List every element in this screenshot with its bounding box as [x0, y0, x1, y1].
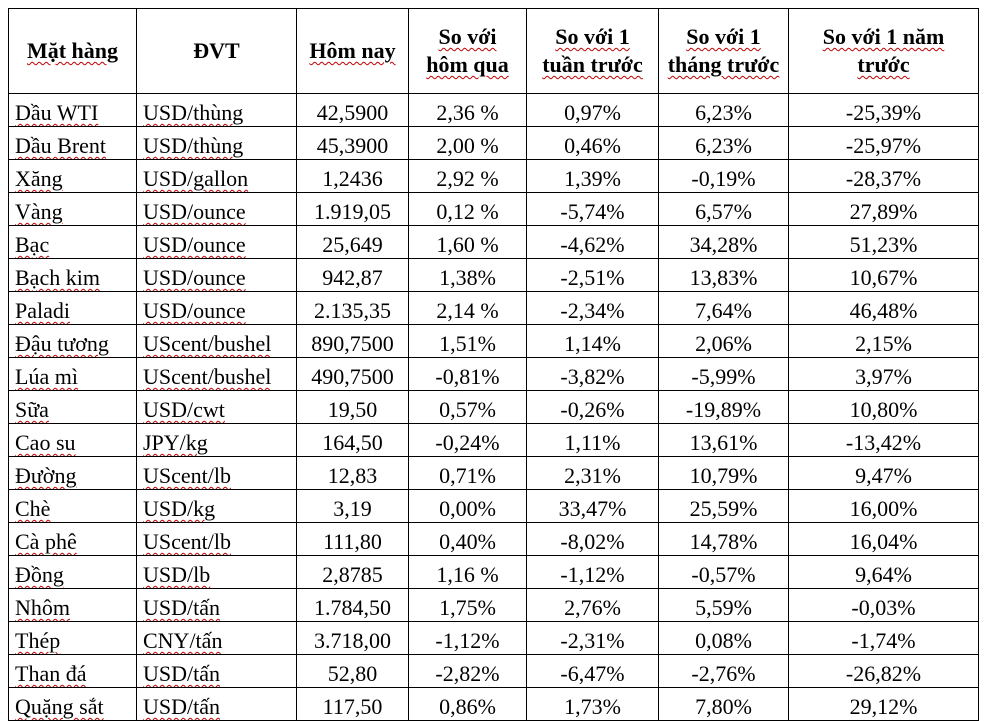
vs-year-cell: 51,23% [789, 226, 979, 259]
header-vs-month: So với 1 tháng trước [659, 9, 789, 94]
table-row [9, 655, 979, 688]
vs-year-cell: 2,15% [789, 325, 979, 358]
commodity-cell: Đậu tương [9, 325, 137, 358]
vs-yesterday-cell: 0,00% [409, 490, 527, 523]
vs-year-cell: -25,39% [789, 94, 979, 127]
unit-cell: USD/tấn [137, 655, 297, 688]
commodity-cell: Sữa [9, 391, 137, 424]
vs-week-cell: -2,31% [527, 622, 659, 655]
today-cell: 2.135,35 [297, 292, 409, 325]
vs-yesterday-cell: -0,24% [409, 424, 527, 457]
unit-cell: UScent/lb [137, 523, 297, 556]
vs-year-cell: 9,64% [789, 556, 979, 589]
vs-month-cell: 6,23% [659, 127, 789, 160]
header-vs-yesterday: So với hôm qua [409, 9, 527, 94]
today-cell: 890,7500 [297, 325, 409, 358]
vs-week-cell: 1,14% [527, 325, 659, 358]
table-row [9, 292, 979, 325]
vs-yesterday-cell: -1,12% [409, 622, 527, 655]
vs-yesterday-cell: -2,82% [409, 655, 527, 688]
today-cell: 1.919,05 [297, 193, 409, 226]
commodity-price-table [8, 8, 979, 721]
vs-month-cell: 6,23% [659, 94, 789, 127]
vs-week-cell: 1,73% [527, 688, 659, 721]
unit-cell: USD/kg [137, 490, 297, 523]
table-row [9, 589, 979, 622]
vs-yesterday-cell: 1,75% [409, 589, 527, 622]
vs-week-cell: -2,51% [527, 259, 659, 292]
vs-week-cell: -4,62% [527, 226, 659, 259]
vs-week-cell: 0,97% [527, 94, 659, 127]
today-cell: 111,80 [297, 523, 409, 556]
vs-year-cell: 27,89% [789, 193, 979, 226]
header-today: Hôm nay [297, 9, 409, 94]
unit-cell: USD/thùng [137, 94, 297, 127]
unit-cell: USD/thùng [137, 127, 297, 160]
vs-year-cell: -25,97% [789, 127, 979, 160]
vs-month-cell: -19,89% [659, 391, 789, 424]
unit-cell: USD/gallon [137, 160, 297, 193]
vs-month-cell: 5,59% [659, 589, 789, 622]
vs-week-cell: 2,31% [527, 457, 659, 490]
commodity-cell: Bạc [9, 226, 137, 259]
unit-cell: USD/ounce [137, 259, 297, 292]
vs-year-cell: 10,67% [789, 259, 979, 292]
vs-month-cell: -5,99% [659, 358, 789, 391]
commodity-cell: Cao su [9, 424, 137, 457]
vs-yesterday-cell: 0,12 % [409, 193, 527, 226]
today-cell: 25,649 [297, 226, 409, 259]
unit-cell: CNY/tấn [137, 622, 297, 655]
commodity-cell: Dầu Brent [9, 127, 137, 160]
unit-cell: USD/ounce [137, 292, 297, 325]
unit-cell: USD/cwt [137, 391, 297, 424]
commodity-cell: Lúa mì [9, 358, 137, 391]
commodity-cell: Dầu WTI [9, 94, 137, 127]
commodity-cell: Xăng [9, 160, 137, 193]
vs-week-cell: -2,34% [527, 292, 659, 325]
commodity-cell: Đường [9, 457, 137, 490]
vs-month-cell: 13,61% [659, 424, 789, 457]
table-body [9, 94, 979, 721]
today-cell: 1,2436 [297, 160, 409, 193]
today-cell: 42,5900 [297, 94, 409, 127]
vs-yesterday-cell: 0,71% [409, 457, 527, 490]
vs-week-cell: 33,47% [527, 490, 659, 523]
table-row [9, 391, 979, 424]
unit-cell: UScent/bushel [137, 358, 297, 391]
vs-yesterday-cell: -0,81% [409, 358, 527, 391]
page-edge-mark [8, 699, 9, 707]
vs-year-cell: -26,82% [789, 655, 979, 688]
vs-yesterday-cell: 0,40% [409, 523, 527, 556]
commodity-cell: Vàng [9, 193, 137, 226]
today-cell: 164,50 [297, 424, 409, 457]
vs-week-cell: -1,12% [527, 556, 659, 589]
vs-month-cell: 34,28% [659, 226, 789, 259]
vs-month-cell: 2,06% [659, 325, 789, 358]
table-row [9, 193, 979, 226]
table-row [9, 688, 979, 721]
table-row [9, 160, 979, 193]
vs-yesterday-cell: 2,14 % [409, 292, 527, 325]
vs-week-cell: 1,39% [527, 160, 659, 193]
today-cell: 3,19 [297, 490, 409, 523]
commodity-cell: Đồng [9, 556, 137, 589]
vs-year-cell: -28,37% [789, 160, 979, 193]
table-row [9, 424, 979, 457]
vs-year-cell: 46,48% [789, 292, 979, 325]
unit-cell: USD/lb [137, 556, 297, 589]
today-cell: 52,80 [297, 655, 409, 688]
vs-month-cell: 7,64% [659, 292, 789, 325]
vs-yesterday-cell: 1,51% [409, 325, 527, 358]
vs-week-cell: 0,46% [527, 127, 659, 160]
unit-cell: USD/ounce [137, 226, 297, 259]
vs-month-cell: 7,80% [659, 688, 789, 721]
table-row [9, 556, 979, 589]
unit-cell: UScent/lb [137, 457, 297, 490]
today-cell: 1.784,50 [297, 589, 409, 622]
vs-week-cell: -0,26% [527, 391, 659, 424]
vs-yesterday-cell: 1,60 % [409, 226, 527, 259]
header-row [9, 9, 979, 94]
today-cell: 117,50 [297, 688, 409, 721]
vs-month-cell: 10,79% [659, 457, 789, 490]
unit-cell: USD/ounce [137, 193, 297, 226]
vs-yesterday-cell: 0,57% [409, 391, 527, 424]
commodity-cell: Quặng sắt [9, 688, 137, 721]
vs-month-cell: 6,57% [659, 193, 789, 226]
today-cell: 942,87 [297, 259, 409, 292]
vs-year-cell: -0,03% [789, 589, 979, 622]
commodity-cell: Thép [9, 622, 137, 655]
unit-cell: JPY/kg [137, 424, 297, 457]
vs-week-cell: -5,74% [527, 193, 659, 226]
table-row [9, 94, 979, 127]
header-vs-year: So với 1 năm trước [789, 9, 979, 94]
commodity-cell: Chè [9, 490, 137, 523]
today-cell: 19,50 [297, 391, 409, 424]
table-row [9, 325, 979, 358]
vs-year-cell: -1,74% [789, 622, 979, 655]
vs-year-cell: 3,97% [789, 358, 979, 391]
commodity-cell: Nhôm [9, 589, 137, 622]
today-cell: 3.718,00 [297, 622, 409, 655]
vs-year-cell: 16,04% [789, 523, 979, 556]
header-vs-week: So với 1 tuần trước [527, 9, 659, 94]
header-unit: ĐVT [137, 9, 297, 94]
commodity-cell: Paladi [9, 292, 137, 325]
commodity-cell: Bạch kim [9, 259, 137, 292]
today-cell: 12,83 [297, 457, 409, 490]
vs-week-cell: 1,11% [527, 424, 659, 457]
vs-week-cell: 2,76% [527, 589, 659, 622]
vs-month-cell: 14,78% [659, 523, 789, 556]
today-cell: 2,8785 [297, 556, 409, 589]
vs-year-cell: -13,42% [789, 424, 979, 457]
unit-cell: UScent/bushel [137, 325, 297, 358]
vs-yesterday-cell: 2,36 % [409, 94, 527, 127]
table-row [9, 259, 979, 292]
vs-week-cell: -3,82% [527, 358, 659, 391]
table-row [9, 490, 979, 523]
vs-year-cell: 10,80% [789, 391, 979, 424]
vs-year-cell: 16,00% [789, 490, 979, 523]
table-row [9, 358, 979, 391]
table-row [9, 457, 979, 490]
unit-cell: USD/tấn [137, 688, 297, 721]
header-commodity: Mặt hàng [9, 9, 137, 94]
vs-yesterday-cell: 1,38% [409, 259, 527, 292]
vs-yesterday-cell: 2,00 % [409, 127, 527, 160]
vs-yesterday-cell: 2,92 % [409, 160, 527, 193]
table-row [9, 523, 979, 556]
vs-yesterday-cell: 0,86% [409, 688, 527, 721]
vs-yesterday-cell: 1,16 % [409, 556, 527, 589]
today-cell: 490,7500 [297, 358, 409, 391]
vs-month-cell: -0,57% [659, 556, 789, 589]
table-row [9, 622, 979, 655]
table-row [9, 226, 979, 259]
vs-month-cell: -2,76% [659, 655, 789, 688]
vs-month-cell: -0,19% [659, 160, 789, 193]
commodity-cell: Than đá [9, 655, 137, 688]
vs-month-cell: 13,83% [659, 259, 789, 292]
vs-week-cell: -6,47% [527, 655, 659, 688]
vs-month-cell: 25,59% [659, 490, 789, 523]
unit-cell: USD/tấn [137, 589, 297, 622]
vs-week-cell: -8,02% [527, 523, 659, 556]
vs-year-cell: 9,47% [789, 457, 979, 490]
vs-month-cell: 0,08% [659, 622, 789, 655]
commodity-cell: Cà phê [9, 523, 137, 556]
vs-year-cell: 29,12% [789, 688, 979, 721]
table-row [9, 127, 979, 160]
today-cell: 45,3900 [297, 127, 409, 160]
